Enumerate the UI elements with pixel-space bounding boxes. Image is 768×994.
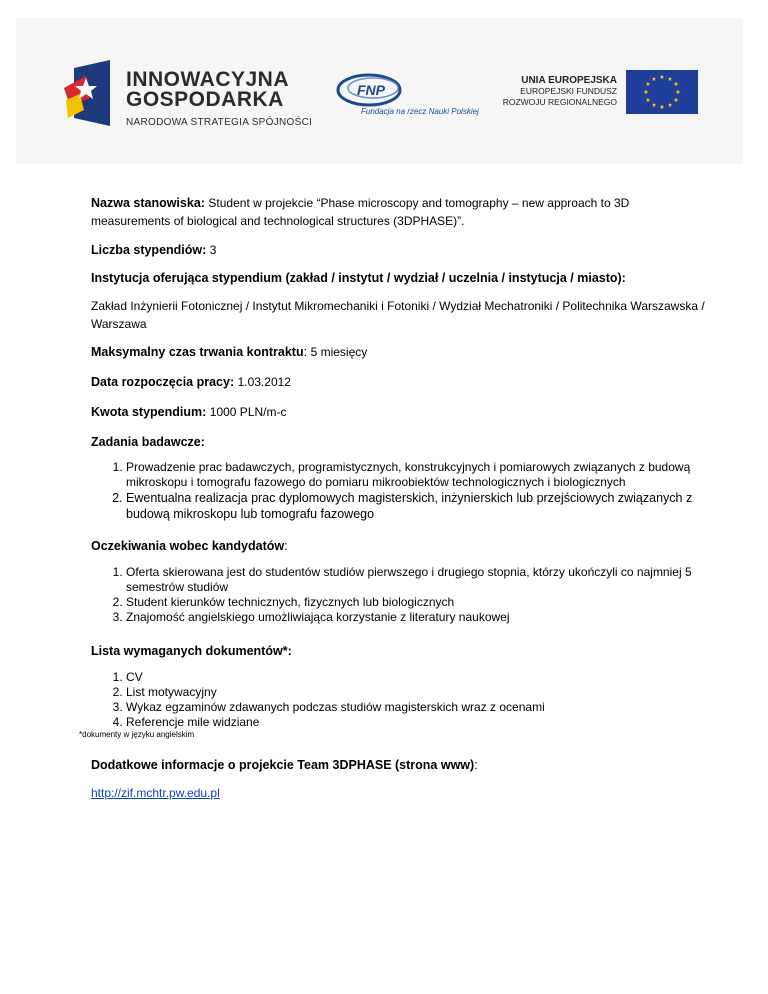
svg-text:★: ★ [643, 89, 649, 96]
position-value: Student w projekcie “Phase microscopy and tomography – new approach to 3D measurements of biological and technological structures (3DPHASE)”. [91, 196, 630, 228]
start-date-label: Data rozpoczęcia pracy: [91, 375, 235, 389]
ig-line-1: INNOWACYJNA [126, 68, 290, 91]
scholarships-line [91, 241, 711, 259]
list-item: 2. Student kierunków technicznych, fizycznych lub biologicznych [126, 595, 711, 610]
expectations-label: Oczekiwania wobec kandydatów [91, 539, 285, 553]
ig-line-2: GOSPODARKA [126, 88, 284, 111]
project-website-link[interactable]: http://zif.mchtr.pw.edu.pl [91, 786, 220, 800]
list-item: 3. Znajomość angielskiego umożliwiająca korzystanie z literatury naukowej [126, 610, 711, 625]
additional-line [91, 756, 711, 774]
list-item: 1. Prowadzenie prac badawczych, programistycznych, konstrukcyjnych i pomiarowych związanych z budową mikroskopu i tomografu fazowego do pomiaru mikroobiektów technologicznych i biologicznych [126, 460, 711, 490]
duration-colon: : [303, 345, 308, 359]
svg-text:★: ★ [659, 104, 665, 111]
amount-line [91, 403, 711, 421]
svg-text:★: ★ [673, 97, 679, 104]
additional-label: Dodatkowe informacje o projekcie Team 3DPHASE (strona www) [91, 758, 475, 772]
svg-text:★: ★ [659, 74, 665, 81]
list-item: 3. Wykaz egzaminów zdawanych podczas studiów magisterskich wraz z ocenami [126, 700, 711, 715]
tasks-label: Zadania badawcze: [91, 435, 205, 449]
svg-text:★: ★ [651, 76, 657, 83]
svg-text:★: ★ [675, 89, 681, 96]
list-item: 2. Ewentualna realizacja prac dyplomowych magisterskich, inżynierskich lub przejściowych związanych z budową mikroskopu lub tomografu fazowego [126, 490, 711, 522]
duration-line [91, 343, 711, 361]
eu-line-3: ROZWOJU REGIONALNEGO [502, 97, 617, 107]
tasks-list [91, 460, 711, 522]
scholarships-value: 3 [209, 243, 217, 257]
svg-text:★: ★ [667, 102, 673, 109]
innowacyjna-gospodarka-logo [62, 58, 112, 128]
svg-text:★: ★ [645, 97, 651, 104]
list-item: 2. List motywacyjny [126, 685, 711, 700]
list-item: 1. CV [126, 670, 711, 685]
list-item: 4. Referencje mile widziane [126, 715, 711, 730]
fnp-logo [335, 70, 405, 110]
position-line [91, 194, 711, 230]
eu-text [497, 75, 617, 108]
expectations-list [91, 565, 711, 625]
institution-value: Zakład Inżynierii Fotonicznej / Instytut Mikromechaniki i Fotoniki / Wydział Mechatroniki / Politechnika Warszawska / Warszawa [91, 299, 705, 331]
document-body [79, 194, 711, 802]
amount-label: Kwota stypendium: [91, 405, 207, 419]
svg-text:★: ★ [651, 102, 657, 109]
fnp-caption: Fundacja na rzecz Nauki Polskiej [361, 107, 479, 116]
scholarships-label: Liczba stypendiów: [91, 243, 207, 257]
additional-colon: : [474, 758, 478, 772]
expectations-colon: : [284, 539, 288, 553]
svg-text:★: ★ [667, 76, 673, 83]
institution-label: Instytucja oferująca stypendium (zakład / instytut / wydział / uczelnia / instytucja / miasto): [91, 271, 626, 285]
innowacyjna-gospodarka-text [126, 70, 312, 128]
documents-note: *dokumenty w języku angielskim [79, 730, 195, 739]
list-item: 1. Oferta skierowana jest do studentów studiów pierwszego i drugiego stopnia, którzy ukończyli co najmniej 5 semestrów studiów [126, 565, 711, 595]
start-date-value: 1.03.2012 [237, 375, 291, 389]
fnp-abbr: FNP [357, 82, 385, 98]
eu-line-2: EUROPEJSKI FUNDUSZ [520, 86, 617, 96]
ig-subtitle: NARODOWA STRATEGIA SPÓJNOŚCI [126, 117, 313, 128]
svg-text:★: ★ [673, 81, 679, 88]
start-date-line [91, 373, 711, 391]
eu-line-1: UNIA EUROPEJSKA [521, 75, 617, 86]
amount-value: 1000 PLN/m-c [209, 405, 287, 419]
svg-text:★: ★ [645, 81, 651, 88]
documents-label: Lista wymaganych dokumentów*: [91, 644, 292, 658]
duration-label: Maksymalny czas trwania kontraktu [91, 345, 304, 359]
position-label: Nazwa stanowiska: [91, 196, 205, 210]
eu-flag-icon [626, 70, 698, 114]
duration-value: 5 miesięcy [310, 345, 368, 359]
additional-link-line [91, 784, 711, 802]
expectations-line [91, 537, 711, 555]
documents-list [91, 670, 711, 730]
